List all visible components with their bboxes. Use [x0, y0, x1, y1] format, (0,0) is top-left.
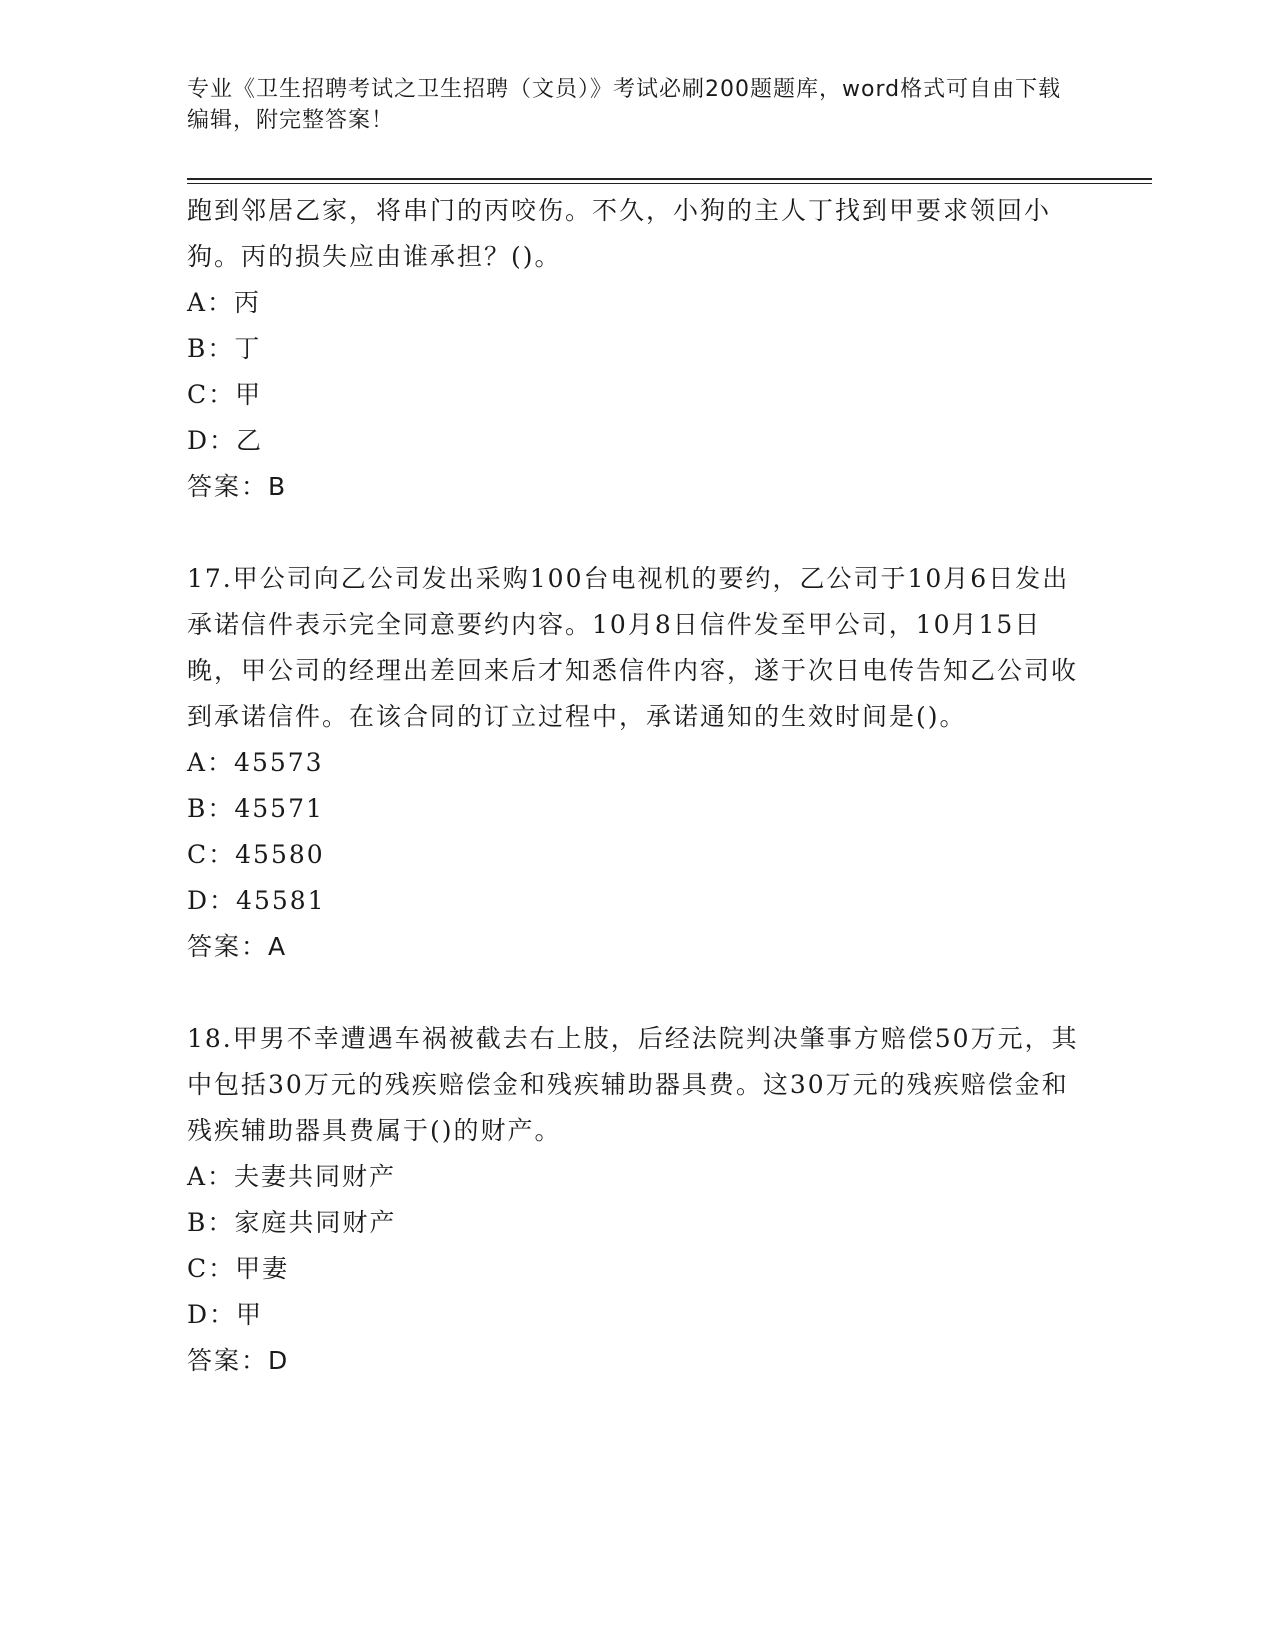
option-d: D：甲	[187, 1300, 264, 1329]
question-stem	[187, 556, 1087, 740]
document-header	[187, 74, 1067, 136]
question-number: 17.	[187, 564, 233, 593]
option-b: B：丁	[187, 334, 262, 363]
answer-line: 答案：A	[187, 932, 288, 961]
option-a: A：夫妻共同财产	[187, 1162, 397, 1191]
header-rule-thin	[187, 183, 1152, 184]
question-spacer	[187, 970, 1087, 1016]
question-stem	[187, 1016, 1087, 1154]
question-text: 跑到邻居乙家，将串门的丙咬伤。不久，小狗的主人丁找到甲要求领回小狗。丙的损失应由谁承担？()。	[187, 196, 1052, 271]
option-a: A：45573	[187, 748, 324, 777]
header-text: 专业《卫生招聘考试之卫生招聘（文员）》考试必刷200题题库，word格式可自由下载编辑，附完整答案！	[187, 77, 1062, 133]
question-item	[187, 556, 1087, 970]
question-stem	[187, 188, 1087, 280]
question-text: 甲公司向乙公司发出采购100台电视机的要约，乙公司于10月6日发出承诺信件表示完全同意要约内容。10月8日信件发至甲公司，10月15日晚，甲公司的经理出差回来后才知悉信件内容，遂于次日电传告知乙公司收到承诺信件。在该合同的订立过程中，承诺通知的生效时间是()。	[187, 564, 1079, 731]
option-c: C：45580	[187, 840, 325, 869]
question-list	[187, 188, 1087, 1384]
option-c: C：甲	[187, 380, 263, 409]
answer-line: 答案：D	[187, 1346, 290, 1375]
question-spacer	[187, 510, 1087, 556]
option-b: B：45571	[187, 794, 324, 823]
option-c: C：甲妻	[187, 1254, 290, 1283]
option-a: A：丙	[187, 288, 262, 317]
question-text: 甲男不幸遭遇车祸被截去右上肢，后经法院判决肇事方赔偿50万元，其中包括30万元的残疾赔偿金和残疾辅助器具费。这30万元的残疾赔偿金和残疾辅助器具费属于()的财产。	[187, 1024, 1079, 1145]
answer-line: 答案：B	[187, 472, 288, 501]
option-d: D：乙	[187, 426, 264, 455]
question-item	[187, 188, 1087, 510]
option-d: D：45581	[187, 886, 326, 915]
question-item	[187, 1016, 1087, 1384]
option-b: B：家庭共同财产	[187, 1208, 397, 1237]
question-number: 18.	[187, 1024, 233, 1053]
header-rule-thick	[187, 178, 1152, 180]
